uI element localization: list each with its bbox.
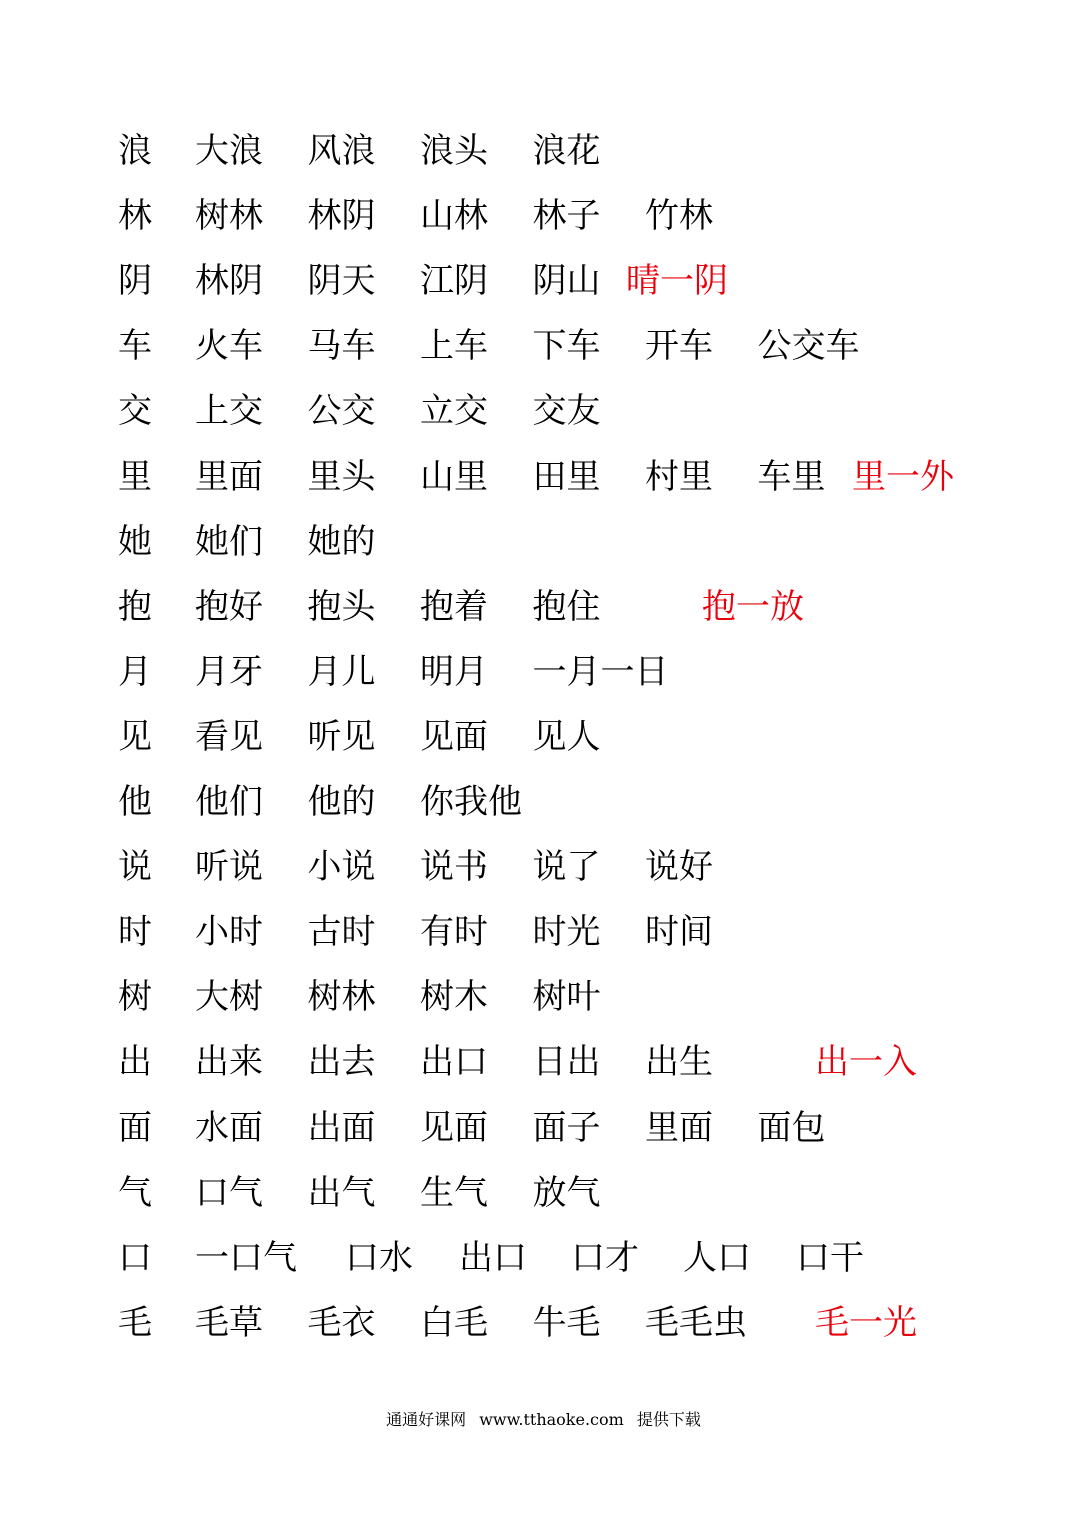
row-character: 车 xyxy=(118,326,152,367)
word-item: 抱好 xyxy=(195,586,263,627)
word-item: 放气 xyxy=(532,1172,601,1213)
word-item: 一口气 xyxy=(195,1237,297,1278)
word-row xyxy=(0,518,1087,566)
word-item: 里面 xyxy=(645,1107,713,1148)
row-character: 气 xyxy=(118,1172,152,1213)
row-character: 口 xyxy=(118,1237,152,1278)
word-row xyxy=(0,583,1087,631)
row-character: 阴 xyxy=(118,261,152,302)
row-character: 抱 xyxy=(118,586,152,627)
word-row xyxy=(0,1038,1087,1086)
word-item: 马车 xyxy=(307,326,376,367)
footer-suffix: 提供下载 xyxy=(636,1410,701,1429)
word-item: 风浪 xyxy=(307,131,376,171)
word-item: 出来 xyxy=(195,1042,263,1083)
word-row xyxy=(0,387,1087,435)
word-item: 古时 xyxy=(307,912,376,953)
word-item: 水面 xyxy=(195,1107,263,1148)
antonym-pair: 抱一放 xyxy=(702,586,804,627)
footer-site-name: 通通好课网 xyxy=(386,1410,467,1429)
word-item: 说了 xyxy=(532,847,601,888)
word-item: 时光 xyxy=(532,912,601,953)
word-row xyxy=(0,257,1087,305)
row-character: 月 xyxy=(118,651,152,692)
word-item: 白毛 xyxy=(420,1302,488,1343)
word-item: 阴山 xyxy=(532,261,601,302)
word-item: 出去 xyxy=(307,1042,376,1083)
word-item: 月牙 xyxy=(195,651,263,692)
footer xyxy=(0,1409,1087,1431)
word-item: 小时 xyxy=(195,912,263,953)
word-item: 她的 xyxy=(307,521,376,562)
word-item: 出生 xyxy=(645,1042,713,1083)
word-item: 你我他 xyxy=(420,782,522,822)
word-item: 有时 xyxy=(420,912,488,953)
antonym-pair: 晴一阴 xyxy=(626,261,728,302)
word-item: 生气 xyxy=(420,1172,488,1213)
word-item: 他的 xyxy=(307,782,376,822)
word-row xyxy=(0,778,1087,826)
word-item: 交友 xyxy=(532,391,601,432)
word-item: 时间 xyxy=(645,912,713,953)
word-item: 里面 xyxy=(195,456,263,497)
word-item: 毛衣 xyxy=(307,1302,376,1343)
word-item: 日出 xyxy=(532,1042,601,1083)
word-item: 明月 xyxy=(420,651,488,692)
row-character: 面 xyxy=(118,1107,152,1148)
word-row xyxy=(0,908,1087,956)
word-item: 出气 xyxy=(307,1172,376,1213)
word-item: 山里 xyxy=(420,456,488,497)
row-character: 树 xyxy=(118,977,152,1018)
antonym-pair: 出一入 xyxy=(815,1042,917,1083)
word-item: 田里 xyxy=(532,456,601,497)
word-item: 抱住 xyxy=(532,586,601,627)
word-item: 立交 xyxy=(420,391,488,432)
word-item: 人口 xyxy=(683,1237,751,1278)
word-item: 说好 xyxy=(645,847,713,888)
word-item: 树林 xyxy=(307,977,376,1018)
word-row xyxy=(0,1169,1087,1217)
row-character: 交 xyxy=(118,391,152,432)
word-item: 听说 xyxy=(195,847,263,888)
row-character: 毛 xyxy=(118,1302,152,1343)
antonym-pair: 毛一光 xyxy=(815,1302,917,1343)
word-item: 竹林 xyxy=(645,196,713,237)
word-item: 火车 xyxy=(195,326,263,367)
word-row xyxy=(0,1299,1087,1347)
word-item: 毛毛虫 xyxy=(645,1302,747,1343)
word-item: 上交 xyxy=(195,391,263,432)
word-item: 出口 xyxy=(420,1042,488,1083)
word-row xyxy=(0,648,1087,696)
word-item: 林阴 xyxy=(307,196,376,237)
word-row xyxy=(0,192,1087,240)
word-row xyxy=(0,713,1087,761)
word-item: 面子 xyxy=(532,1107,601,1148)
word-row xyxy=(0,1104,1087,1152)
row-character: 她 xyxy=(118,521,152,562)
word-item: 树叶 xyxy=(532,977,601,1018)
footer-url[interactable]: www.tthaoke.com xyxy=(479,1410,624,1429)
word-item: 大浪 xyxy=(195,131,263,171)
row-character: 出 xyxy=(118,1042,152,1083)
word-item: 见人 xyxy=(532,716,601,757)
word-item: 出面 xyxy=(307,1107,376,1148)
word-item: 树林 xyxy=(195,196,263,237)
word-item: 见面 xyxy=(420,1107,488,1148)
word-item: 口才 xyxy=(571,1237,639,1278)
row-character: 说 xyxy=(118,847,152,888)
word-row xyxy=(0,127,1087,175)
word-item: 毛草 xyxy=(195,1302,263,1343)
word-item: 一月一日 xyxy=(532,651,669,692)
word-item: 面包 xyxy=(757,1107,826,1148)
word-item: 江阴 xyxy=(420,261,488,302)
word-row xyxy=(0,322,1087,370)
word-item: 出口 xyxy=(459,1237,527,1278)
word-item: 月儿 xyxy=(307,651,376,692)
row-character: 时 xyxy=(118,912,152,953)
word-item: 林子 xyxy=(532,196,601,237)
row-character: 浪 xyxy=(118,131,152,171)
word-row xyxy=(0,453,1087,501)
word-item: 大树 xyxy=(195,977,263,1018)
word-item: 林阴 xyxy=(195,261,263,302)
word-item: 口气 xyxy=(195,1172,263,1213)
row-character: 里 xyxy=(118,456,152,497)
word-item: 树木 xyxy=(420,977,488,1018)
antonym-pair: 里一外 xyxy=(852,456,954,497)
word-item: 牛毛 xyxy=(532,1302,601,1343)
word-item: 说书 xyxy=(420,847,488,888)
word-item: 看见 xyxy=(195,716,263,757)
word-item: 开车 xyxy=(645,326,713,367)
word-item: 浪花 xyxy=(532,131,601,171)
word-item: 里头 xyxy=(307,456,376,497)
word-row xyxy=(0,1234,1087,1282)
word-item: 公交 xyxy=(307,391,376,432)
word-item: 下车 xyxy=(532,326,601,367)
word-item: 她们 xyxy=(195,521,263,562)
word-item: 车里 xyxy=(757,456,826,497)
word-item: 小说 xyxy=(307,847,376,888)
row-character: 他 xyxy=(118,782,152,822)
word-item: 公交车 xyxy=(757,326,860,367)
row-character: 林 xyxy=(118,196,152,237)
word-item: 阴天 xyxy=(307,261,376,302)
word-item: 口水 xyxy=(345,1237,413,1278)
word-item: 听见 xyxy=(307,716,376,757)
word-item: 浪头 xyxy=(420,131,488,171)
word-item: 山林 xyxy=(420,196,488,237)
word-item: 口干 xyxy=(796,1237,864,1278)
word-item: 抱头 xyxy=(307,586,376,627)
word-item: 他们 xyxy=(195,782,263,822)
word-item: 见面 xyxy=(420,716,488,757)
word-item: 上车 xyxy=(420,326,488,367)
word-row xyxy=(0,843,1087,891)
word-row xyxy=(0,973,1087,1021)
word-item: 村里 xyxy=(645,456,713,497)
word-item: 抱着 xyxy=(420,586,488,627)
row-character: 见 xyxy=(118,716,152,757)
